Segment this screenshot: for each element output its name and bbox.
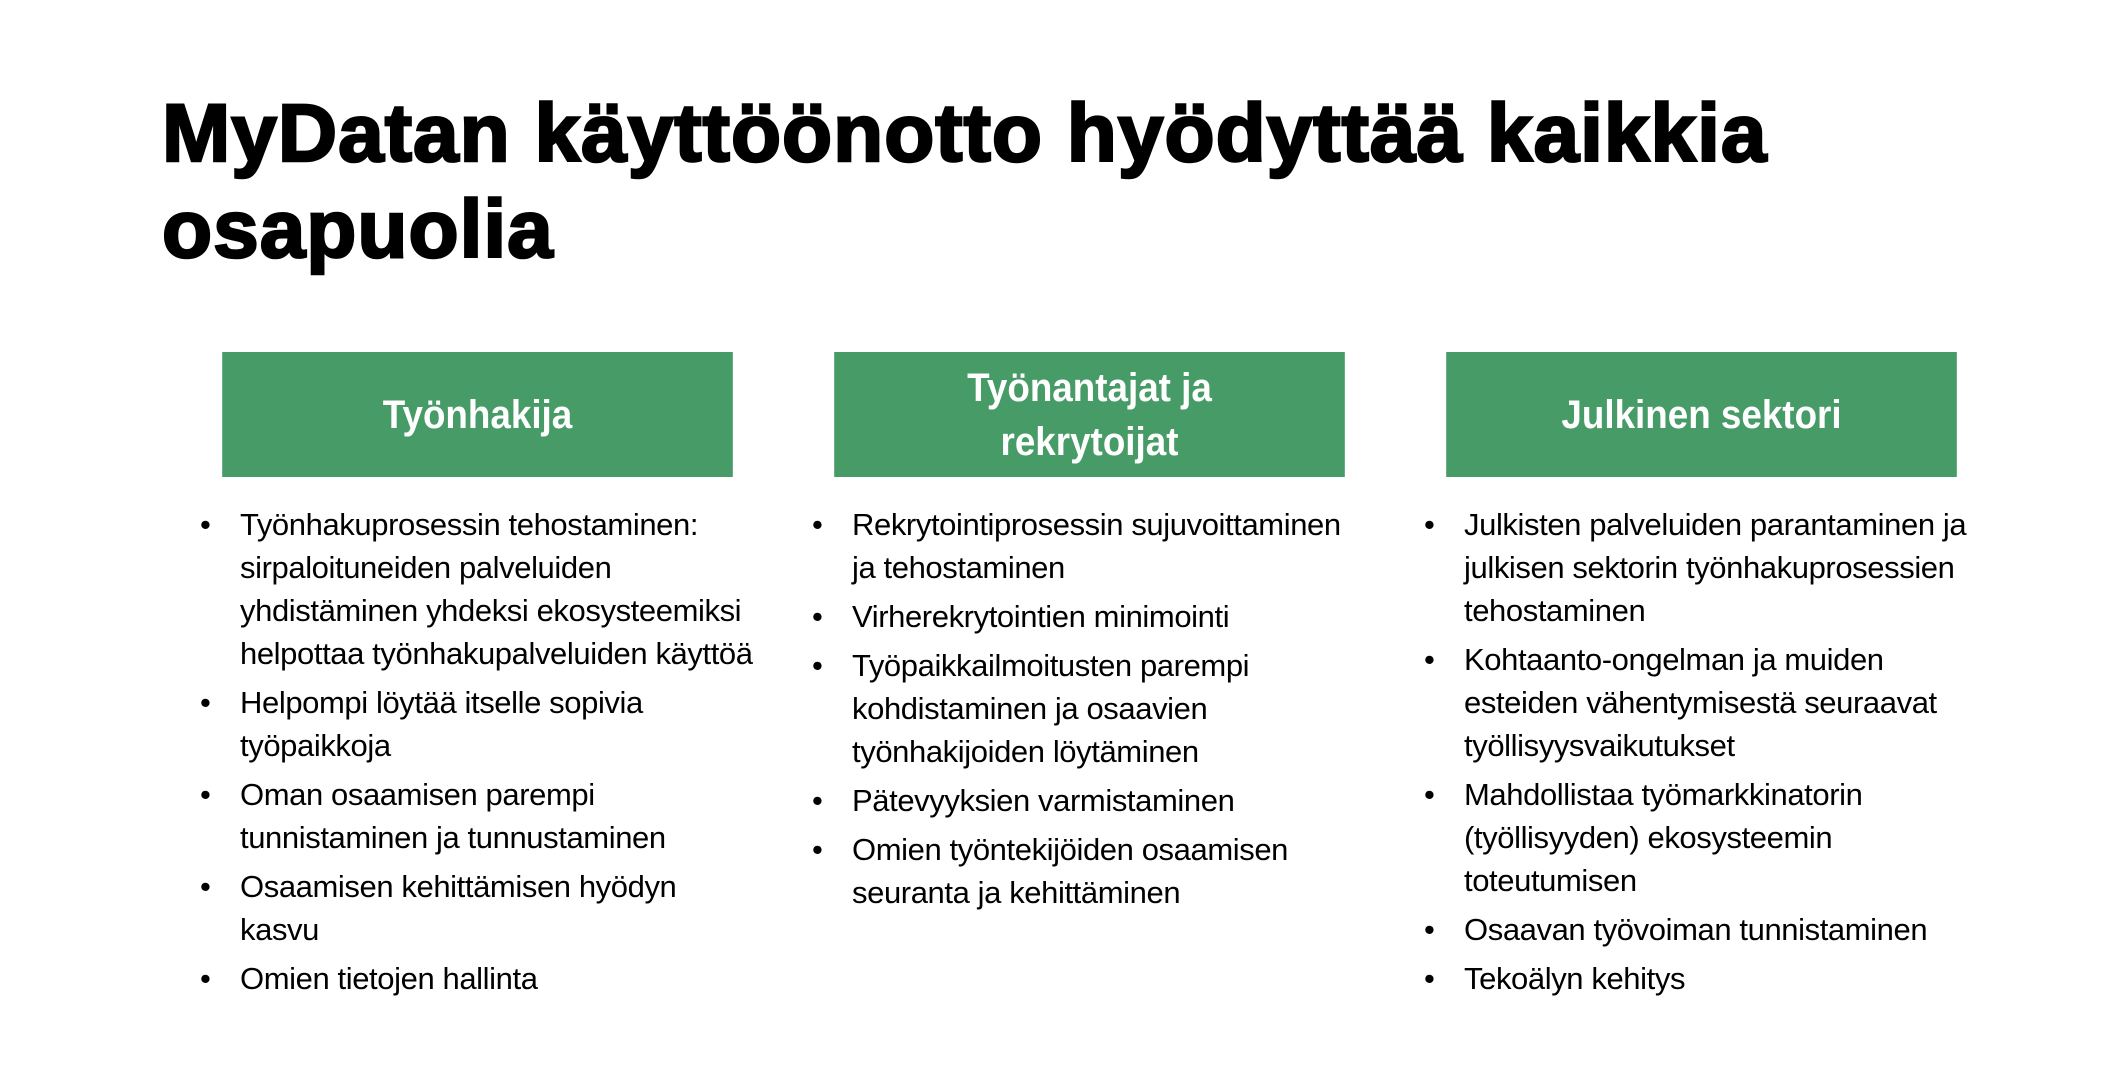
bullet-text: Tekoälyn kehitys: [1464, 961, 1686, 996]
bullet-item: [1424, 638, 1979, 767]
bullet-item: [200, 773, 755, 859]
bullet-text: Työpaikkailmoitusten parempi kohdistaminen ja osaavien työnhakijoiden löytäminen: [852, 648, 1250, 769]
column-header-label: Työnantajat ja rekrytoijat: [967, 365, 1212, 464]
column-header: [834, 352, 1345, 477]
bullet-item: [812, 503, 1367, 589]
bullet-list: [812, 503, 1367, 914]
bullet-icon: •: [200, 777, 211, 812]
bullet-item: [1424, 773, 1979, 902]
bullet-item: [812, 595, 1367, 638]
bullet-icon: •: [812, 648, 823, 683]
bullet-item: [812, 779, 1367, 822]
bullet-item: [1424, 957, 1979, 1000]
bullet-text: Oman osaamisen parempi tunnistaminen ja tunnustaminen: [240, 777, 666, 855]
bullet-item: [200, 681, 755, 767]
bullet-icon: •: [1424, 507, 1435, 542]
bullet-icon: •: [812, 832, 823, 867]
bullet-item: [1424, 908, 1979, 951]
bullet-icon: •: [200, 507, 211, 542]
bullet-icon: •: [812, 599, 823, 634]
bullet-text: Virherekrytointien minimointi: [852, 599, 1230, 634]
bullet-text: Pätevyyksien varmistaminen: [852, 783, 1235, 818]
column-header: [222, 352, 733, 477]
bullet-item: [200, 865, 755, 951]
bullet-icon: •: [1424, 912, 1435, 947]
bullet-text: Helpompi löytää itselle sopivia työpaikkoja: [240, 685, 643, 763]
bullet-item: [812, 644, 1367, 773]
bullet-text: Omien työntekijöiden osaamisen seuranta ja kehittäminen: [852, 832, 1289, 910]
bullet-text: Julkisten palveluiden parantaminen ja julkisen sektorin työnhakuprosessien tehostaminen: [1464, 507, 1967, 628]
bullet-text: Omien tietojen hallinta: [240, 961, 538, 996]
bullet-item: [200, 957, 755, 1000]
column-header-label: Julkinen sektori: [1561, 392, 1842, 437]
bullet-text: Osaamisen kehittämisen hyödyn kasvu: [240, 869, 677, 947]
bullet-text: Rekrytointiprosessin sujuvoittaminen ja tehostaminen: [852, 507, 1341, 585]
slide-title: MyDatan käyttöönotto hyödyttää kaikkia osapuolia: [162, 88, 1768, 275]
bullet-item: [1424, 503, 1979, 632]
bullet-item: [812, 828, 1367, 914]
bullet-icon: •: [200, 685, 211, 720]
bullet-text: Työnhakuprosessin tehostaminen: sirpaloituneiden palveluiden yhdistäminen yhdeksi ekosysteemiksi helpottaa työnhakupalveluiden käyttöä: [240, 507, 753, 671]
bullet-icon: •: [1424, 777, 1435, 812]
bullet-icon: •: [1424, 961, 1435, 996]
bullet-text: Kohtaanto-ongelman ja muiden esteiden vähentymisestä seuraavat työllisyysvaikutukset: [1464, 642, 1937, 763]
bullet-list: [200, 503, 755, 1000]
bullet-icon: •: [812, 783, 823, 818]
bullet-text: Mahdollistaa työmarkkinatorin (työllisyyden) ekosysteemin toteutumisen: [1464, 777, 1863, 898]
bullet-icon: •: [1424, 642, 1435, 677]
column-tyonantajat: [812, 352, 1367, 920]
bullet-text: Osaavan työvoiman tunnistaminen: [1464, 912, 1928, 947]
bullet-icon: •: [200, 961, 211, 996]
bullet-icon: •: [812, 507, 823, 542]
bullet-item: [200, 503, 755, 675]
column-header: [1446, 352, 1957, 477]
bullet-list: [1424, 503, 1979, 1000]
column-header-label: Työnhakija: [382, 392, 573, 437]
column-tyonhakija: [200, 352, 755, 1006]
column-julkinen-sektori: [1424, 352, 1979, 1006]
bullet-icon: •: [200, 869, 211, 904]
